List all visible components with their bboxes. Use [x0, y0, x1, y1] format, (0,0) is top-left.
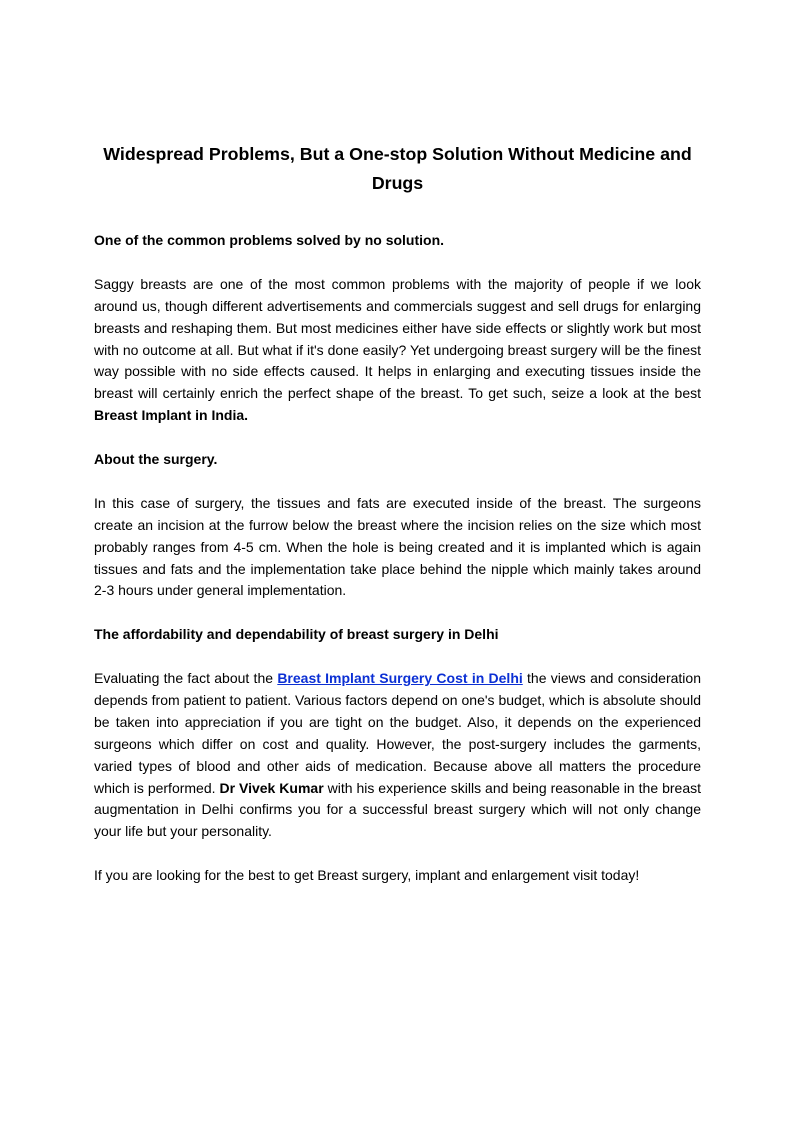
document-title: Widespread Problems, But a One-stop Solution Without Medicine and Drugs: [103, 144, 692, 193]
section-heading-affordability: The affordability and dependability of breast surgery in Delhi: [94, 626, 499, 643]
section-heading-about-surgery: About the surgery.: [94, 451, 218, 468]
bold-doctor-name: Dr Vivek Kumar: [219, 779, 324, 796]
paragraph-text: the views and consideration depends from patient to patient. Various factors depend on one's budget, which is absolute should be taken into appreciation if you are tight on the budget. Also, it depends on the experienced surgeons which differ on cost and quality. However, the post-surgery includes the garments, varied types of blood and other aids of medication. Because above all matters the procedure which is performed.: [94, 670, 701, 796]
paragraph-text: with his experience skills and being reasonable in the breast augmentation in Delhi confirms you for a successful breast surgery which will not only change your life but your personality.: [94, 779, 701, 840]
closing-paragraph: If you are looking for the best to get Breast surgery, implant and enlargement visit today!: [94, 867, 640, 884]
bold-phrase-breast-implant-india: Breast Implant in India.: [94, 407, 249, 424]
paragraph-about-surgery: In this case of surgery, the tissues and fats are executed inside of the breast. The surgeons create an incision at the furrow below the breast where the incision relies on the size which most probably ranges from 4-5 cm. When the hole is being created and it is implanted which is again tissues and fats and the implementation take place behind the nipple which mainly takes around 2-3 hours under general implementation.: [94, 494, 701, 599]
paragraph-saggy-breasts: [94, 274, 701, 427]
section-heading-common-problems: One of the common problems solved by no solution.: [94, 232, 445, 248]
paragraph-affordability: [94, 668, 701, 843]
breast-implant-cost-link[interactable]: Breast Implant Surgery Cost in Delhi: [277, 670, 523, 687]
document-page: [94, 140, 701, 909]
paragraph-text: Saggy breasts are one of the most common problems with the majority of people if we look around us, though different advertisements and commercials suggest and sell drugs for enlarging breasts and reshaping them. But most medicines either have side effects or slightly work but most with no outcome at all. But what if it's done easily? Yet undergoing breast surgery will be the finest way possible with no side effects caused. It helps in enlarging and executing tissues inside the breast will certainly enrich the perfect shape of the breast. To get such, seize a look at the best: [94, 275, 701, 402]
paragraph-text: Evaluating the fact about the: [94, 670, 278, 687]
